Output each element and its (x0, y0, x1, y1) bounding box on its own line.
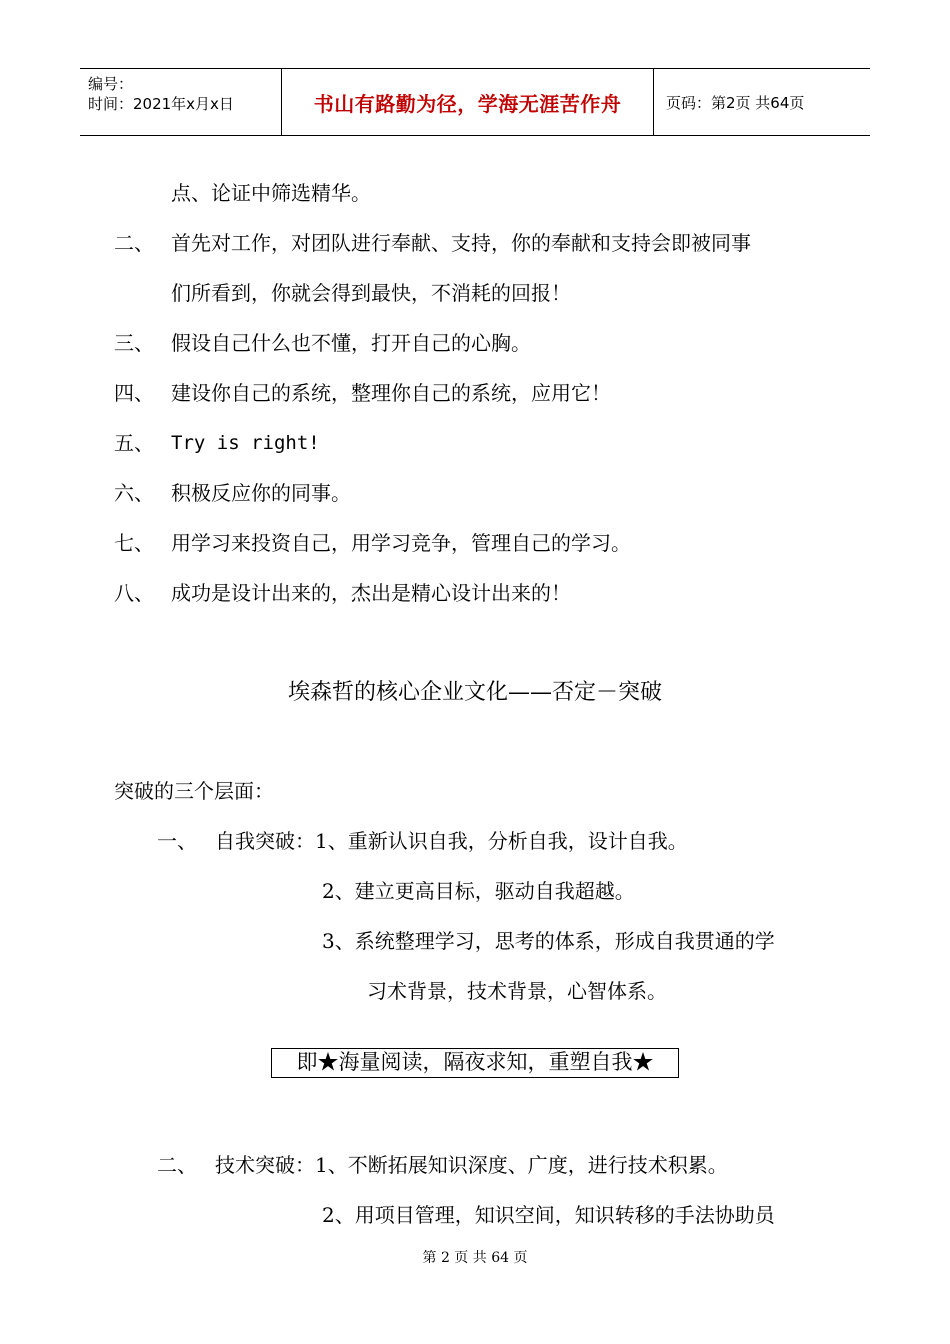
list-item-text: 假设自己什么也不懂，打开自己的心胸。 (171, 331, 531, 355)
list-item-number: 四、 (114, 381, 154, 405)
header-page-info: 页码：第2页 共64页 (666, 93, 805, 112)
level-number: 二、 (157, 1153, 197, 1177)
document-date: 时间：2021年x月x日 (88, 95, 234, 113)
list-continuation: 点、论证中筛选精华。 (171, 181, 371, 205)
document-number-label: 编号： (88, 75, 134, 93)
header-motto: 书山有路勤为径，学海无涯苦作舟 (313, 91, 622, 116)
list-item-continuation: 们所看到，你就会得到最快，不消耗的回报！ (171, 281, 571, 305)
header-motto-cell (282, 69, 654, 135)
list-item-text: 首先对工作，对团队进行奉献、支持，你的奉献和支持会即被同事 (171, 231, 751, 255)
list-item-number: 七、 (114, 531, 154, 555)
page-footer: 第 2 页 共 64 页 (422, 1250, 528, 1266)
level1-line: 3、系统整理学习，思考的体系，形成自我贯通的学 (322, 929, 775, 953)
list-item-text: 建设你自己的系统，整理你自己的系统，应用它！ (171, 381, 611, 405)
list-item-number: 六、 (114, 481, 154, 505)
list-item-text: 积极反应你的同事。 (171, 481, 351, 505)
list-item-number: 三、 (114, 331, 154, 355)
level2-line: 技术突破：1、不断拓展知识深度、广度，进行技术积累。 (215, 1153, 728, 1177)
level1-line: 2、建立更高目标，驱动自我超越。 (322, 879, 635, 903)
level1-line: 自我突破：1、重新认识自我，分析自我，设计自我。 (215, 829, 688, 853)
boxed-highlight: 即★海量阅读，隔夜求知，重塑自我★ (271, 1048, 679, 1078)
list-item-number: 二、 (114, 231, 154, 255)
section-title: 埃森哲的核心企业文化——否定－突破 (287, 680, 662, 705)
list-item-number: 八、 (114, 581, 154, 605)
list-item-text: Try is right! (171, 432, 320, 454)
list-item-text: 成功是设计出来的，杰出是精心设计出来的！ (171, 581, 571, 605)
list-item-text: 用学习来投资自己，用学习竞争，管理自己的学习。 (171, 531, 631, 555)
section-intro: 突破的三个层面： (114, 779, 274, 803)
list-item-number: 五、 (114, 431, 154, 455)
page-header (80, 68, 870, 136)
level-number: 一、 (157, 829, 197, 853)
level2-line: 2、用项目管理，知识空间，知识转移的手法协助员 (322, 1203, 775, 1227)
level1-line: 习术背景，技术背景，心智体系。 (367, 979, 667, 1003)
header-meta (80, 69, 282, 135)
